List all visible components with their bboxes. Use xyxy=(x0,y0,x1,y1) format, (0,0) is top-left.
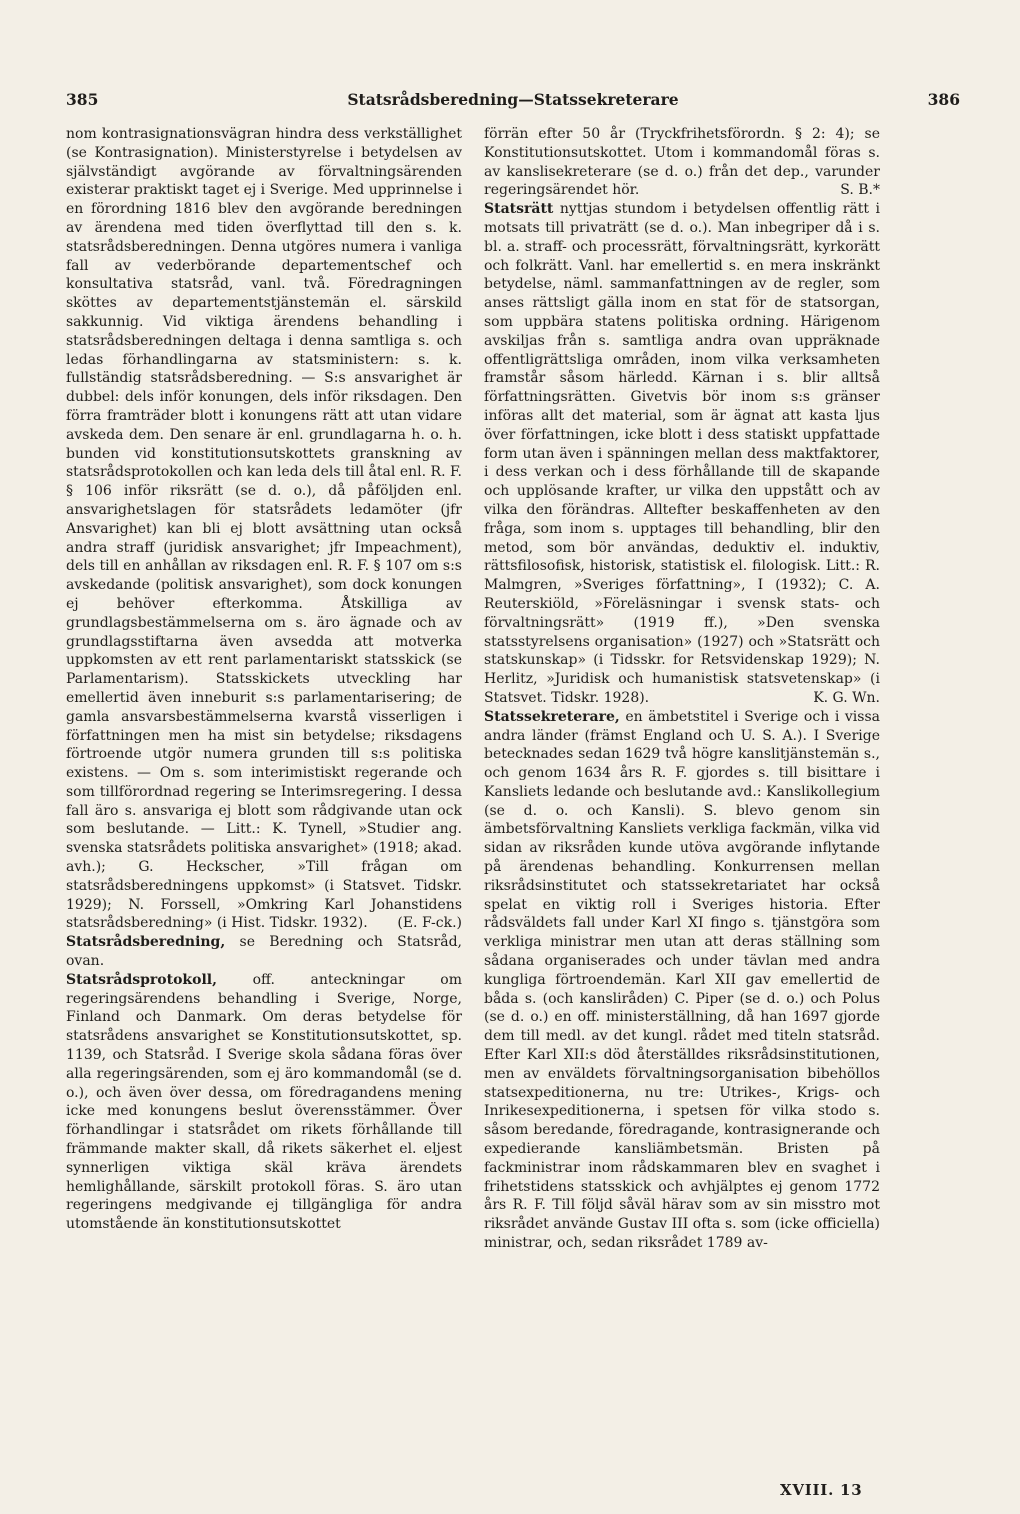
article-entry xyxy=(66,971,462,1234)
article-entry xyxy=(484,200,880,708)
headword: Statsrådsberedning, xyxy=(66,934,226,951)
page-header xyxy=(66,84,960,110)
article-text: nom kontrasignationsvägran hindra dess verkställighet (se Kontrasignation). Ministerstyrelse i betydelsen av självständigt avgörande av förvaltningsärenden existerar praktiskt taget ej i Sverige. Med upprinnelse i en förordning 1816 blev den avgörande beredningen av ärendena med tiden överflyttad till den s. k. statsrådsberedningen. Denna utgöres numera i vanliga fall av vederbörande departementschef och konsultativa statsråd, vanl. två. Föredragningen sköttes av departementstjänstemän el. särskild sakkunnig. Vid viktiga ärendens behandling i statsrådsberedningen deltaga i denna samtliga s. och ledas förhandlingarna av statsministern: s. k. fullständig statsrådsberedning. — S:s ansvarighet är dubbel: dels inför konungen, dels inför riksdagen. Den förra framträder blott i konungens rätt att utan vidare avskeda dem. Den senare är enl. grundlagarna h. o. h. bunden vid konstitutionsutskottets granskning av statsrådsprotokollen och kan leda dels till åtal enl. R. F. § 106 inför riksrätt (se d. o.), då påföljden enl. ansvarighetslagen för statsrådets ledamöter (jfr Ansvarighet) kan bli ej blott avsättning utan också andra straff (juridisk ansvarighet; jfr Impeachment), dels till en anhållan av riksdagen enl. R. F. § 107 om s:s avskedande (politisk ansvarighet), som dock konungen ej behöver efterkomma. Åtskilliga av grundlagsbestämmelserna om s. äro ägnade och av grundlagsstiftarna även avsedda att motverka uppkomsten av ett rent parlamentariskt statsskick (se Parlamentarism). Statsskickets utveckling har emellertid även inneburit s:s parlamentarisering; de gamla ansvarsbestämmelserna kvarstå visserligen i författningen men ha mist sin betydelse; riksdagens förtroende utgör numera grunden till s:s politiska existens. — Om s. som interimistiskt regerande och som tillförordnad regering se Interimsregering. I dessa fall äro s. ansvariga ej blott som rådgivande utan ock som beslutande. — Litt.: K. Tynell, »Studier ang. svenska statsrådets politiska ansvarighet» (1918; akad. avh.); G. Heckscher, »Till frågan om statsrådsberedningens uppkomst» (i Statsvet. Tidskr. 1929); N. Forssell, »Omkring Karl Johanstidens statsrådsberedning» (i Hist. Tidskr. 1932). xyxy=(66,126,463,932)
article-signature: S. B.* xyxy=(840,182,880,199)
left-column xyxy=(66,125,462,1234)
article-text: nyttjas stundom i betydelsen offentlig rätt i motsats till privaträtt (se d. o.). Man inbegriper då i s. bl. a. straff- och processrätt, förvaltningsrätt, kyrkorätt och folkrätt. Vanl. har emellertid s. en mera inskränkt betydelse, näml. sammanfattningen av de regler, som anses rättsligt gälla inom en stat för de statsorgan, som uppbära statens politiska ordning. Härigenom avskiljas från s. samtliga andra ovan uppräknade offentligrättsliga områden, inom vilka verksamheten framstår såsom härledd. Kärnan i s. blir alltså författningsrätten. Givetvis bör inom s:s gränser införas allt det material, som är ägnat att kasta ljus över författningen, icke blott i dess statiskt uppfattade form utan även i spänningen mellan dess maktfaktorer, i dess verkan och i dess förhållande till de skapande och upplösande krafter, ur vilka den uppstått och av vilka den förändras. Alltefter beskaffenheten av den fråga, som inom s. upptages till behandling, blir den metod, som bör användas, deduktiv el. induktiv, rättsfilosofisk, historisk, statistisk el. filologisk. Litt.: R. Malmgren, »Sveriges författning», I (1932); C. A. Reuterskiöld, »Föreläsningar i svensk stats- och förvaltningsrätt» (1919 ff.), »Den svenska statsstyrelsens organisation» (1927) och »Statsrätt och statskunskap» (i Tidsskr. for Retsvidenskap 1929); N. Herlitz, »Juridisk och humanistisk statsvetenskap» (i Statsvet. Tidskr. 1928). xyxy=(484,201,880,706)
article-paragraph xyxy=(66,125,462,933)
headword: Statsrätt xyxy=(484,201,554,218)
article-entry xyxy=(66,933,462,971)
article-text: en ämbetstitel i Sverige och i vissa andra länder (främst England och U. S. A.). I Sverige betecknades sedan 1629 två högre kanslitjänstemän s., och genom 1634 års R. F. gjordes s. till bisittare i Kansliets ledande och beslutande avd.: Kanslikollegium (se d. o. och Kansli). S. blevo genom sin ämbetsförvaltning Kansliets verkliga fackmän, vilka vid sidan av riksråden kunde utöva avgörande inflytande på ärendenas behandling. Konkurrensen mellan riksrådsinstitutet och statssekretariatet har också spelat en viktig roll i Sveriges historia. Efter rådsväldets fall under Karl XI fingo s. tjänstgöra som verkliga ministrar men utan att deras ställning som sådana organiserades och under tävlan med andra kungliga förtroendemän. Karl XII gav emellertid de båda s. (och kansliråden) C. Piper (se d. o.) och Polus (se d. o.) en off. ministerställning, då han 1697 gjorde dem till medl. av det kungl. rådet med titeln statsråd. Efter Karl XII:s död återställdes riksrådsinstitutionen, men av enväldets förvaltningsorganisation bibehöllos statsexpeditionerna, nu tre: Utrikes-, Krigs- och Inrikesexpeditionerna, i spetsen för vilka stodo s. såsom beredande, föredragande, kontrasignerande och expedierande kansliämbetsmän. Bristen på fackministrar inom rådskammaren blev en svaghet i frihetstidens statsskick och avhjälptes ej genom 1772 års R. F. Till följd såväl härav som av sin misstro mot riksrådet använde Gustav III ofta s. som (icke officiella) ministrar, och, sedan riksrådet 1789 av- xyxy=(484,708,880,1252)
signature-mark: XVIII. 13 xyxy=(780,1481,863,1499)
page-number-right: 386 xyxy=(927,90,960,109)
page-number-left: 385 xyxy=(66,90,99,109)
headword: Statssekreterare, xyxy=(484,708,620,725)
article-paragraph xyxy=(484,125,880,200)
article-text: förrän efter 50 år (Tryckfrihetsförordn. § 2: 4); se Konstitutionsutskottet. Utom i kommandomål föras s. av kanslisekreterare (se d. o.) från det dep., varunder regeringsärendet hör. xyxy=(484,126,880,199)
article-signature: (E. F-ck.) xyxy=(397,915,462,932)
right-column xyxy=(484,125,880,1253)
article-text: se Beredning och Statsråd, ovan. xyxy=(66,934,462,970)
running-title: Statsrådsberedning—Statssekreterare xyxy=(347,90,679,109)
article-text: off. anteckningar om regeringsärendens behandling i Sverige, Norge, Finland och Danmark. Om deras betydelse för statsrådens ansvarighet se Konstitutionsutskottet, sp. 1139, och Statsråd. I Sverige skola sådana föras över alla regeringsärenden, som ej äro kommandomål (se d. o.), och även över dessa, om föredragandens mening icke med konungens beslut överensstämmer. Över förhandlingar i statsrådet om rikets förhållande till främmande makter skall, då rikets säkerhet el. eljest synnerligen viktiga skäl kräva ärendets hemlighållande, särskilt protokoll föras. S. äro utan regeringens medgivande ej tillgängliga för andra utomstående än konstitutionsutskottet xyxy=(66,971,462,1233)
headword: Statsrådsprotokoll, xyxy=(66,971,217,988)
article-signature: K. G. Wn. xyxy=(813,689,880,706)
article-entry xyxy=(484,708,880,1253)
